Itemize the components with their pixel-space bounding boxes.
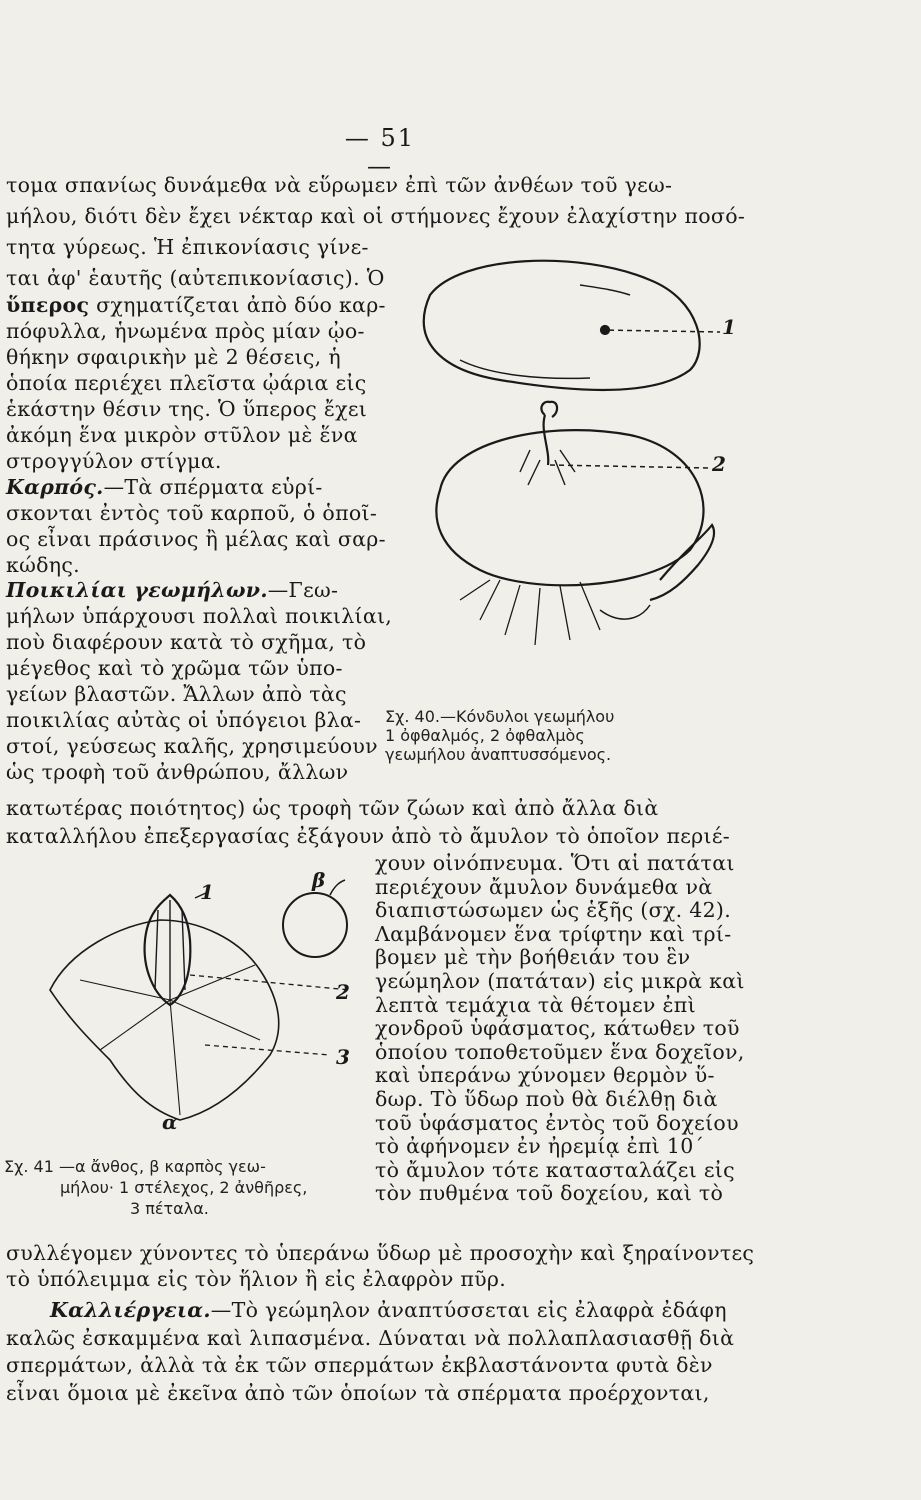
fig41-label: α [162, 1110, 178, 1134]
text-line: διαπιστώσωμεν ὡς ἑξῆς (σχ. 42). [375, 898, 732, 923]
text-span: σπερμάτων, ἀλλὰ τὰ ἐκ τῶν σπερμάτων ἐκβλαστάνοντα φυτὰ δὲν [6, 1353, 713, 1377]
fig41-label: β [312, 868, 326, 892]
text-span: —Γεω- [267, 578, 339, 602]
text-line: δωρ. Τὸ ὕδωρ ποὺ θὰ διέλθῃ διὰ [375, 1087, 718, 1111]
text-line [6, 474, 323, 500]
fig41-label: 1 [200, 880, 214, 904]
text-line: λεπτὰ τεμάχια τὰ θέτομεν ἐπὶ [375, 992, 696, 1017]
text-line [6, 1325, 734, 1351]
inline-heading: Καλλιέργεια. [50, 1298, 211, 1322]
figure-41-flower [30, 880, 370, 1140]
text-span: ἀκόμη ἕνα μικρὸν στῦλον μὲ ἕνα [6, 423, 358, 447]
text-line [6, 1240, 754, 1266]
text-line: ὁποίου τοποθετοῦμεν ἕνα δοχεῖον, [375, 1039, 745, 1064]
fig41-caption: Σχ. 41 —α ἄνθος, β καρπὸς γεω- [4, 1157, 266, 1176]
text-line [6, 707, 361, 733]
text-span: ποὺ διαφέρουν κατὰ τὸ σχῆμα, τὸ [6, 630, 367, 654]
fig41-label: 3 [336, 1045, 350, 1069]
text-span: μήλων ὑπάρχουσι πολλαὶ ποικιλίαι, [6, 604, 393, 628]
text-line [6, 1266, 506, 1292]
text-span: κώδης. [6, 553, 80, 577]
text-line [6, 526, 386, 552]
text-line [6, 344, 341, 370]
text-line [6, 759, 348, 785]
inline-heading: ὕπερος [6, 293, 90, 317]
figure-40-tubers [400, 250, 730, 690]
text-span: ὁποία περιέχει πλεῖστα ᾠάρια εἰς [6, 371, 367, 395]
text-line: μήλου, διότι δὲν ἔχει νέκταρ καὶ οἱ στήμονες ἔχουν ἐλαχίστην ποσό- [6, 204, 746, 228]
text-line [6, 318, 365, 344]
text-line: χουν οἰνόπνευμα. Ὅτι αἱ πατάται [375, 851, 735, 875]
text-span: πόφυλλα, ἡνωμένα πρὸς μίαν ᾠο- [6, 319, 365, 343]
text-line [6, 422, 358, 448]
text-line [6, 603, 392, 629]
text-line [6, 1380, 710, 1406]
text-line [6, 1352, 713, 1378]
text-line: περιέχουν ἄμυλον δυνάμεθα νὰ [375, 874, 713, 899]
page-number: — 51 — [344, 124, 416, 180]
text-line [6, 681, 347, 707]
text-span: γείων βλαστῶν. Ἄλλων ἀπὸ τὰς [6, 682, 347, 706]
text-line: καταλλήλου ἐπεξεργασίας ἐξάγουν ἀπὸ τὸ ἄμυλον τὸ ὁποῖον περιέ- [6, 824, 730, 848]
text-span: ὡς τροφὴ τοῦ ἀνθρώπου, ἄλλων [6, 760, 349, 784]
text-line: τὸ ἄμυλον τότε κατασταλάζει εἰς [375, 1157, 735, 1182]
text-line: βομεν μὲ τὴν βοήθειάν του ἓν [375, 945, 691, 970]
text-line [6, 733, 378, 759]
text-span: καλῶς ἐσκαμμένα καὶ λιπασμένα. Δύναται νὰ πολλαπλασιασθῇ διὰ [6, 1326, 735, 1350]
fig41-caption: 3 πέταλα. [130, 1199, 209, 1218]
text-span: εἶναι ὅμοια μὲ ἐκεῖνα ἀπὸ τῶν ὁποίων τὰ σπέρματα προέρχονται, [6, 1381, 710, 1405]
text-line: χονδροῦ ὑφάσματος, κάτωθεν τοῦ [375, 1016, 740, 1041]
text-span: ἑκάστην θέσιν της. Ὁ ὕπερος ἔχει [6, 397, 368, 421]
text-span: συλλέγομεν χύνοντες τὸ ὑπεράνω ὕδωρ μὲ προσοχὴν καὶ ξηραίνοντες [6, 1241, 755, 1265]
fig40-caption: γεωμήλου ἀναπτυσσόμενος. [385, 745, 612, 764]
text-line: τητα γύρεως. Ἡ ἐπικονίασις γίνε- [6, 235, 369, 259]
inline-heading: Ποικιλίαι γεωμήλων. [6, 578, 268, 602]
text-line [6, 500, 377, 526]
text-span: μέγεθος καὶ τὸ χρῶμα τῶν ὑπο- [6, 656, 343, 680]
text-line: κατωτέρας ποιότητος) ὡς τροφὴ τῶν ζώων καὶ ἀπὸ ἄλλα διὰ [6, 796, 659, 820]
text-line [6, 292, 386, 318]
text-span: θήκην σφαιρικὴν μὲ 2 θέσεις, ἡ [6, 345, 341, 369]
text-line [6, 552, 80, 578]
text-span: —Τὰ σπέρματα εὑρί- [103, 475, 323, 499]
text-span: τὸ ὑπόλειμμα εἰς τὸν ἥλιον ἢ εἰς ἐλαφρὸν πῦρ. [6, 1267, 507, 1291]
text-span: σχηματίζεται ἀπὸ δύο καρ- [89, 293, 386, 317]
text-span: ος εἶναι πράσινος ἢ μέλας καὶ σαρ- [6, 527, 386, 551]
text-span: ποικιλίας αὐτὰς οἱ ὑπόγειοι βλα- [6, 708, 362, 732]
text-line: τοῦ ὑφάσματος ἐντὸς τοῦ δοχείου [375, 1110, 739, 1135]
fig41-label: 2 [336, 980, 350, 1004]
text-span: στοί, γεύσεως καλῆς, χρησιμεύουν [6, 734, 378, 758]
text-line [6, 448, 222, 474]
fig40-caption: Σχ. 40.—Κόνδυλοι γεωμήλου [385, 707, 615, 726]
text-span: —Τὸ γεώμηλον ἀναπτύσσεται εἰς ἐλαφρὰ ἐδάφη [210, 1298, 727, 1322]
text-line: τὸ ἀφήνομεν ἐν ἠρεμίᾳ ἐπὶ 10΄ [375, 1134, 705, 1159]
text-line [6, 655, 343, 681]
text-line [50, 1297, 727, 1323]
text-line [6, 577, 338, 603]
text-span: στρογγύλον στίγμα. [6, 449, 222, 473]
text-line: ται ἀφ' ἑαυτῆς (αὐτεπικονίασις). Ὁ [6, 266, 385, 290]
text-line [6, 629, 366, 655]
fig40-label: 2 [712, 452, 726, 476]
fig40-caption: 1 ὀφθαλμός, 2 ὀφθαλμὸς [385, 726, 585, 745]
fig40-label: 1 [722, 315, 736, 339]
text-line: τὸν πυθμένα τοῦ δοχείου, καὶ τὸ [375, 1181, 724, 1206]
text-line [6, 396, 367, 422]
text-span: σκονται ἐντὸς τοῦ καρποῦ, ὁ ὁποῖ- [6, 501, 378, 525]
text-line [6, 370, 367, 396]
inline-heading: Καρπός. [6, 475, 104, 499]
text-line: καὶ ὑπεράνω χύνομεν θερμὸν ὕ- [375, 1063, 715, 1088]
text-line: γεώμηλον (πατάταν) εἰς μικρὰ καὶ [375, 969, 745, 993]
text-line: Λαμβάνομεν ἕνα τρίφτην καὶ τρί- [375, 921, 732, 946]
text-line: τομα σπανίως δυνάμεθα νὰ εὕρωμεν ἐπὶ τῶν ἀνθέων τοῦ γεω- [6, 173, 673, 197]
fig41-caption: μήλου· 1 στέλεχος, 2 ἀνθῆρες, [60, 1178, 308, 1197]
